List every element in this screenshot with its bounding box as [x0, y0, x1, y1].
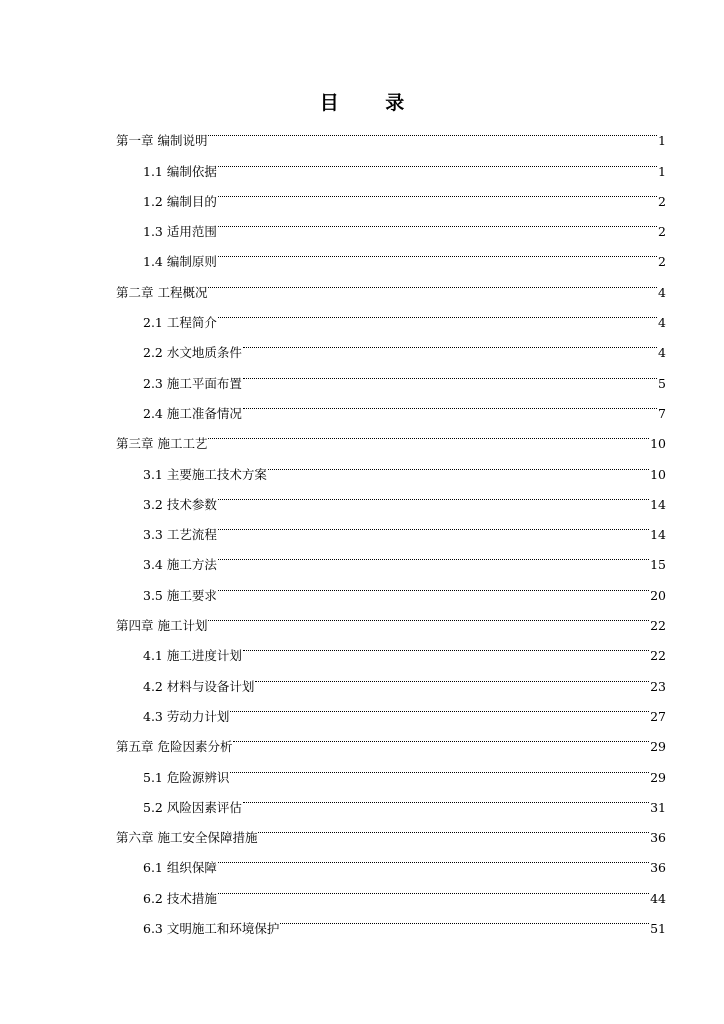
toc-page-number: 4 [658, 315, 666, 331]
toc-entry-title: 第四章 施工计划 [116, 618, 208, 634]
toc-dot-leader [218, 236, 657, 266]
toc-dot-leader [218, 297, 657, 327]
toc-dot-leader [243, 630, 649, 660]
toc-entry-title: 1.1 编制依据 [143, 163, 217, 179]
toc-dot-leader [243, 357, 657, 387]
toc-entry-title: 第五章 危险因素分析 [116, 739, 233, 755]
toc-entry-title: 第二章 工程概况 [116, 284, 208, 300]
toc-dot-leader [255, 660, 649, 690]
toc-dot-leader [230, 691, 649, 721]
toc-page-number: 44 [650, 890, 666, 906]
toc-entry-title: 3.2 技术参数 [143, 496, 217, 512]
toc-dot-leader [268, 448, 649, 478]
toc-page-number: 14 [650, 496, 666, 512]
toc-entry-title: 1.2 编制目的 [143, 193, 217, 209]
toc-dot-leader [258, 812, 649, 842]
toc-entry-title: 4.3 劳动力计划 [143, 708, 230, 724]
toc-page-number: 7 [658, 405, 666, 421]
toc-title: 目 录 [319, 92, 425, 114]
toc-entry-title: 6.3 文明施工和环境保护 [143, 921, 280, 937]
toc-page-number: 2 [658, 193, 666, 209]
toc-entry-title: 5.1 危险源辨识 [143, 769, 230, 785]
toc-page-number: 2 [658, 224, 666, 240]
toc-page-number: 20 [650, 587, 666, 603]
toc-page-number: 36 [650, 860, 666, 876]
toc-dot-leader [208, 266, 657, 296]
toc-dot-leader [230, 751, 649, 781]
toc-page-number: 10 [650, 466, 666, 482]
toc-dot-leader [218, 872, 649, 902]
toc-page-number: 4 [658, 284, 666, 300]
toc-dot-leader [218, 842, 649, 872]
toc-dot-leader [218, 206, 657, 236]
toc-dot-leader [218, 145, 657, 175]
toc-dot-leader [208, 418, 649, 448]
toc-page-number: 29 [650, 769, 666, 785]
toc-page-number: 31 [650, 799, 666, 815]
toc-page-number: 10 [650, 436, 666, 452]
toc-entry-title: 6.2 技术措施 [143, 890, 217, 906]
toc-entry-title: 3.5 施工要求 [143, 587, 217, 603]
toc-entry-title: 第三章 施工工艺 [116, 436, 208, 452]
toc-dot-leader [208, 600, 649, 630]
toc-entry-title: 2.3 施工平面布置 [143, 375, 242, 391]
toc-entry-title: 第六章 施工安全保障措施 [116, 830, 258, 846]
toc-entry-title: 2.1 工程简介 [143, 315, 217, 331]
toc-dot-leader [218, 569, 649, 599]
toc-page-number: 2 [658, 254, 666, 270]
toc-entry-title: 5.2 风险因素评估 [143, 799, 242, 815]
toc-dot-leader [218, 176, 657, 206]
toc-dot-leader [280, 903, 649, 933]
toc-page-number: 22 [650, 648, 666, 664]
toc-entry-title: 6.1 组织保障 [143, 860, 217, 876]
toc-chapter-entry[interactable] [116, 115, 666, 149]
toc-page-number: 1 [658, 163, 666, 179]
toc-page-number: 4 [658, 345, 666, 361]
toc-page-number: 29 [650, 739, 666, 755]
toc-dot-leader [218, 479, 649, 509]
toc-entry-title: 3.4 施工方法 [143, 557, 217, 573]
toc-entry-title: 1.3 适用范围 [143, 224, 217, 240]
toc-dot-leader [243, 782, 649, 812]
toc-page-number: 1 [658, 133, 666, 149]
toc-page-number: 27 [650, 708, 666, 724]
toc-page-number: 36 [650, 830, 666, 846]
toc-entry-title: 1.4 编制原则 [143, 254, 217, 270]
toc-page-number: 23 [650, 678, 666, 694]
toc-list [116, 115, 666, 937]
toc-entry-title: 4.1 施工进度计划 [143, 648, 242, 664]
toc-entry-title: 4.2 材料与设备计划 [143, 678, 255, 694]
toc-entry-title: 第一章 编制说明 [116, 133, 208, 149]
toc-dot-leader [218, 509, 649, 539]
toc-entry-title: 3.3 工艺流程 [143, 527, 217, 543]
toc-entry-title: 2.4 施工准备情况 [143, 405, 242, 421]
toc-dot-leader [233, 721, 649, 751]
toc-entry-title: 3.1 主要施工技术方案 [143, 466, 267, 482]
toc-page-number: 14 [650, 527, 666, 543]
toc-page-number: 51 [650, 921, 666, 937]
toc-dot-leader [243, 388, 657, 418]
toc-entry-title: 2.2 水文地质条件 [143, 345, 242, 361]
toc-dot-leader [218, 539, 649, 569]
toc-dot-leader [243, 327, 657, 357]
toc-page-number: 22 [650, 618, 666, 634]
toc-dot-leader [208, 115, 657, 145]
toc-page-number: 5 [658, 375, 666, 391]
toc-page-number: 15 [650, 557, 666, 573]
